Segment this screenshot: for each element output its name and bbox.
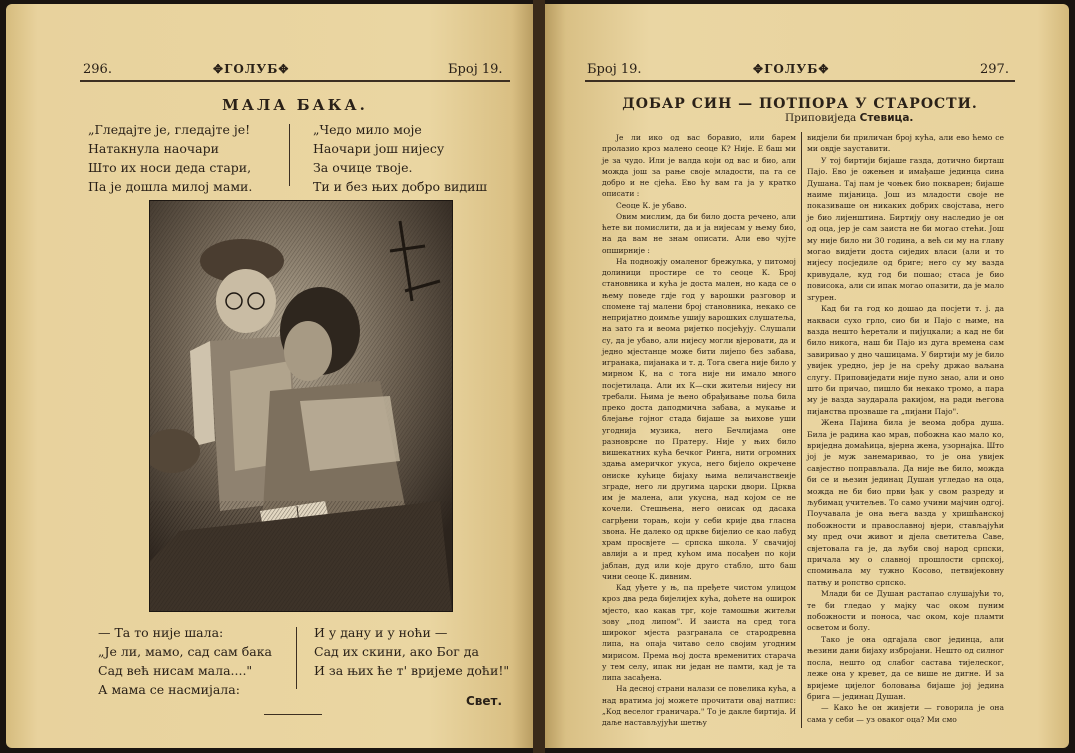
poem-stanza-4 xyxy=(314,623,509,680)
text-column-1 xyxy=(602,132,796,728)
poem-line: — Та то није шала: xyxy=(98,625,224,640)
masthead: ✥ГОЛУБ✥ xyxy=(213,62,290,76)
masthead: ✥ГОЛУБ✥ xyxy=(753,62,830,76)
page-number: 296. xyxy=(83,62,112,77)
poem-line: Па је дошла милој мами. xyxy=(88,179,253,194)
paragraph: Сеоце К. је убаво. xyxy=(616,200,687,210)
poem-line: „Гледајте је, гледајте је! xyxy=(88,122,251,137)
paragraph: Тако је она одгајала свог јединца, али њезини дани бијаху избројани. Нешто од силног посла, нешто од слабог састава тијелеског, леже она у кревет, да се више не дигне. И за вријеме цијелог боловања бијаше јој једина брига — јединац Душан. xyxy=(807,634,1004,701)
header-rule xyxy=(585,80,1015,82)
end-rule xyxy=(264,714,322,715)
paragraph: видјели би приличан број кућа, али ево ћемо се ми овдје зауставити. xyxy=(807,133,1004,154)
byline-prefix: Приповиједа xyxy=(785,112,860,124)
poem-line: И у дану и у ноћи — xyxy=(314,625,448,640)
ornament-icon: ✥ xyxy=(818,62,830,76)
engraving-illustration xyxy=(149,200,453,612)
poem-stanza-3 xyxy=(98,623,272,699)
paragraph: Кад уђете у њ, па пређете чистом улицом кроз два реда бијелијех кућа, доћете на оширок мјесто, као какав трг, које тамошњи житељи зову „под липом". И заиста на сред тога широког мјеста разгранала се стародревна липа, на опаја читаво село својим угодним мирисом. Према њој доста временитих старача у тем селу, ипак ни један не памти, кад је та липа засађена. xyxy=(602,583,796,682)
paragraph: На десној страни налази се повелика кућа, а над вратима јој можете прочитати овај натпис: „Код веселог граничара." То је дакле биртија. И даље настављујући шетњу xyxy=(602,684,796,727)
poem-stanza-1 xyxy=(88,120,252,196)
book-gutter xyxy=(533,0,545,753)
poem-stanza-2 xyxy=(313,120,487,196)
text-column-2 xyxy=(807,132,1004,725)
paragraph: Жена Пајина била је веома добра душа. Била је радина као мрав, побожна као мало ко, вриједна домаћица, вјерна жена, узорнајка. Што јој је муж занемаривао, то је она увијек савјестно поправљала. Да није ње било, можда би се и њезин јединац Душан угледао на оца, можда не би био први ђак у свом разреду и љубимац учитељев. То само учини мајчин одгој. Поучавала је она њега вазда у хришћанској побожности и православној вјери, стављајући му пред очи живот и дјела светитеља Саве, свјетовала га је, да љуби свој народ српски, причала му о славној прошлости српској, спомињала му тужно Косово, петвијековну патњу и ропство српско. xyxy=(807,418,1005,587)
poem-line: Ти и без њих добро видиш xyxy=(313,179,488,194)
issue-number: Број 19. xyxy=(587,62,642,77)
page-number: 297. xyxy=(980,62,1009,77)
poem-line: И за њих ће т' вријеме доћи!" xyxy=(314,663,510,678)
byline-author: Стевица. xyxy=(859,112,914,124)
poem-signature: Свет. xyxy=(466,694,503,708)
paragraph: Је ли ико од вас боравио, или барем пролазио кроз малено сеоце К? Није. Е баш ми је за чудо. Или је валда који од вас и био, али можда још за рање своје младости, па га се добро и не сјећа. Ево ћу вам га ја у кратко описати : xyxy=(602,133,796,199)
poem-line: Сад већ нисам мала...." xyxy=(98,663,253,678)
paragraph: — Како ће он живјети — говорила је она сама у себи — уз оваког оца? Ми смо xyxy=(807,703,1004,724)
column-divider xyxy=(289,124,290,186)
poem-line: Сад их скини, ако Бог да xyxy=(314,644,479,659)
ornament-icon: ✥ xyxy=(753,62,765,76)
paragraph: Овим мислим, да би било доста речено, али ћете ви помислити, да и ја нијесам у њему био, на да вам не знам описати. Али ево чујте опширније : xyxy=(602,211,796,255)
ornament-icon: ✥ xyxy=(278,62,290,76)
byline xyxy=(785,112,913,124)
story-title: ДОБАР СИН — ПОТПОРА У СТАРОСТИ. xyxy=(622,96,978,112)
paragraph: У тој биртији бијаше газда, дотично бирташ Пајо. Ево је ожењен и имађаше јединца сина Душана. Тај пам је чоњек био покварен; бијаше наиме пијаница. Још из младости своје не показиваше он никаких добрих својстава, него је био лијенштина. Биртију ону наследио је он од оца, јер је сам заиста не би могао стећи. Још му није било ни 30 година, а већ си му на главу могао видјети доста сиједих власи (али и то нијесу посједиле од бриге; него су му вазда кривудале, куд год би пошао; стаса је био повисока, али си ипак могао опазити, да је мало згурен. xyxy=(807,155,1004,302)
right-page xyxy=(545,4,1069,748)
poem-line: „Чедо мило моје xyxy=(313,122,422,137)
ornament-icon: ✥ xyxy=(213,62,225,76)
poem-line: Натакнула наочари xyxy=(88,141,219,156)
issue-number: Број 19. xyxy=(448,62,503,77)
poem-line: „Је ли, мамо, сад сам бака xyxy=(98,644,272,659)
header-rule xyxy=(80,80,510,82)
left-page xyxy=(6,4,533,748)
poem-line: Наочари још нијесу xyxy=(313,141,445,156)
paragraph: Кад би га год ко дошао да посјети т. ј. да накваси сухо грло, сио би и Пајо с њиме, на вазда нешто ћеретали и пијуцкали; а кад не би било никога, наш би Пајо из дуга времена сам завиривао у дно чашицама. У биртији му је било увијек уредно, јер је на срећу држао ваљана слугу. Приповиједати није пуно знао, али и оно што би причао, пишло би некако тромо, а пара му је вазда заударала ракијом, на ради његова пијанства прозваше га „пијани Пајо". xyxy=(807,304,1004,416)
paragraph: Млади би се Душан растапао слушајући то, те би гледао у мајку час оком пуним побожности и поноса, час оком, које пламти осветом и болу. xyxy=(807,589,1004,633)
poem-title: МАЛА БАКА. xyxy=(222,96,368,114)
poem-line: За очице твоје. xyxy=(313,160,413,175)
column-divider xyxy=(801,132,802,728)
poem-line: А мама се насмијала: xyxy=(98,682,240,697)
poem-line: Што их носи деда стари, xyxy=(88,160,252,175)
paragraph: На подножју омаленог брежуљка, у питомој долиници простире се то сеоце К. Број становника и кућа је доста мален, но када се о њему поведе гдје год у варошки разговор и спомене тај малени број становника, некако се непријатно доимље ушију варошких слушатеља, на зато га и веома ријетко посјећују. Слушали су, да је убаво, али нијесу могли вјеровати, да и једно мјестанце може бити лијепо без забава, игранака, пијанака и т. д. Тога свега није било у мирном К, на с тога није ни имало много посјетилаца. Али их К—ски житељи нијесу ни требали. Њима је њено обрађивање поља била преко доста даподмична забава, а мукање и блејање гојног стада бијаше за њихове уши угоднија музика, него Бечлијама оне разноврсне по Пратеру. Није у њих било вишекатних кућа бечког Ринга, нити огромних здања америчког укуса, него бијело окречене ониске кућице бијаху њима величанствеије зграде, него ли другима царски двори. Црква им је малена, али укусна, над којом се не кочели. Стешњена, него онисак од дасака сагрђени торањ, који у себи крије два гласна звона. Не далеко од цркве бијелио се као лабуд храм просвјете — српска школа. У свачијој авлији а и пред кућом има посађен по који јаблан, дуд или које друго стабло, што баш чини сеоце К. дивним. xyxy=(602,256,796,581)
column-divider xyxy=(296,627,297,689)
